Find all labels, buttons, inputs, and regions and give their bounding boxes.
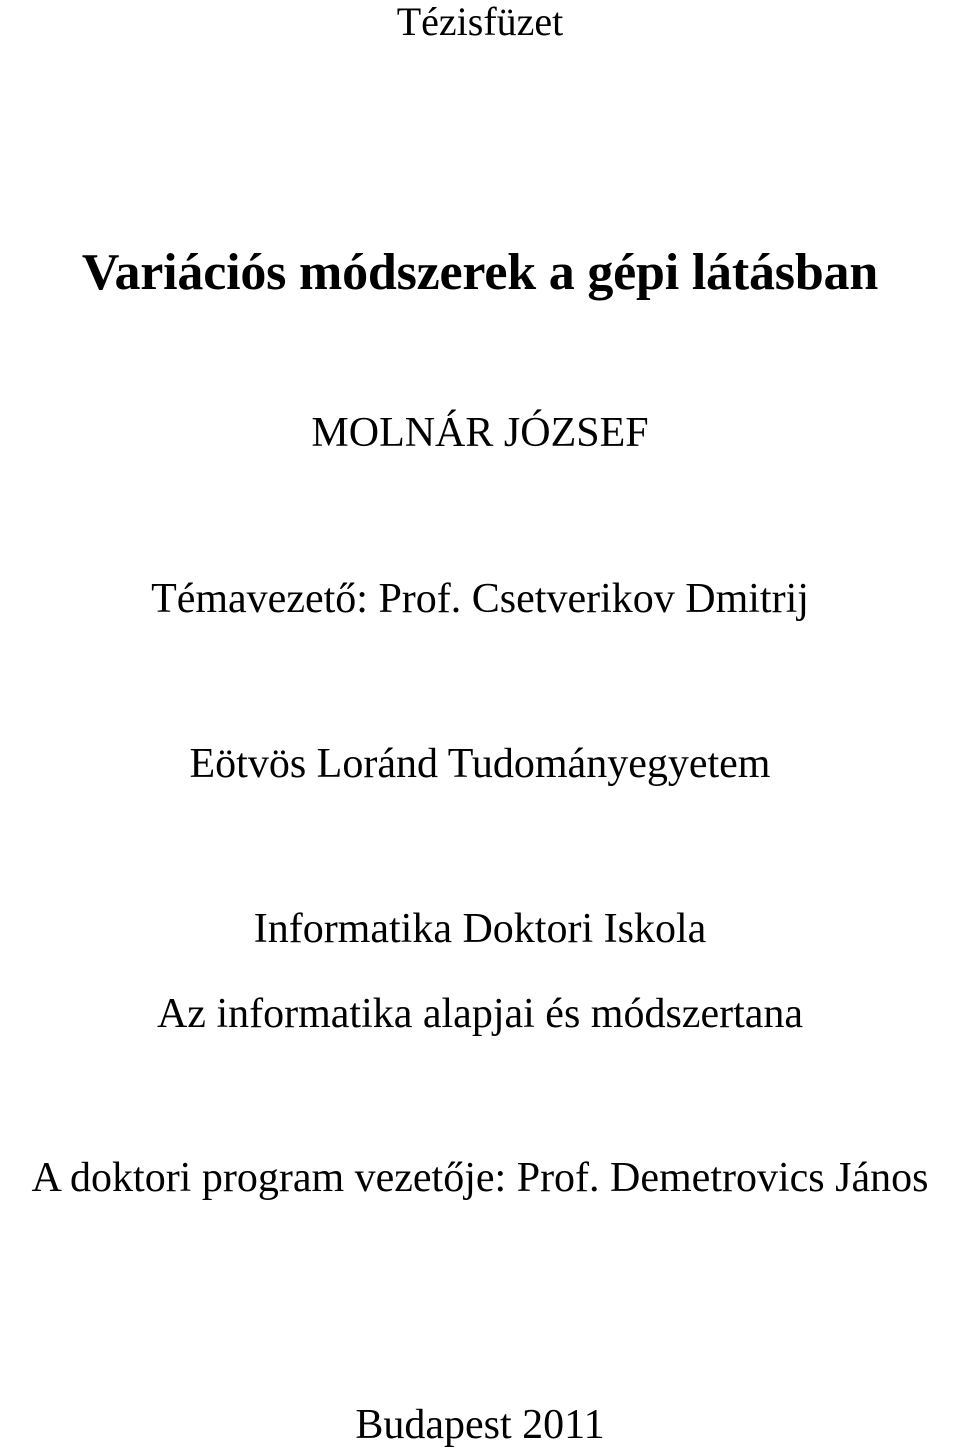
doctoral-school: Informatika Doktori Iskola (253, 906, 707, 952)
author-name: MOLNÁR JÓZSEF (311, 410, 649, 456)
thesis-title: Variációs módszerek a gépi látásban (81, 244, 879, 301)
university-name: Eötvös Loránd Tudományegyetem (189, 741, 771, 787)
supervisor-line: Témavezető: Prof. Csetverikov Dmitrij (151, 576, 809, 622)
place-and-year: Budapest 2011 (355, 1402, 605, 1448)
program-leader-line: A doktori program vezetője: Prof. Demetrovics János (31, 1155, 929, 1201)
booklet-label: Tézisfüzet (396, 0, 564, 44)
doctoral-program: Az informatika alapjai és módszertana (156, 991, 804, 1037)
